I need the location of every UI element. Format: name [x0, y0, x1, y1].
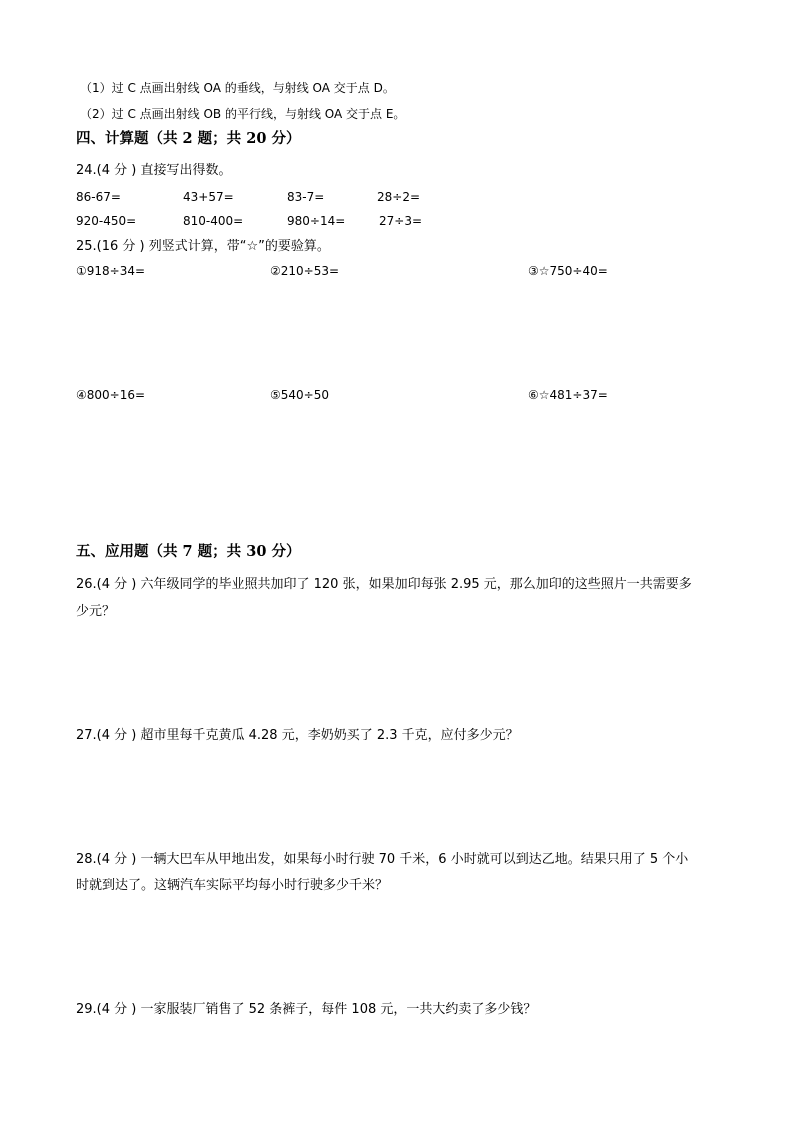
q24-item: 86-67= [76, 190, 121, 204]
q25-item: ①918÷34= [76, 264, 146, 278]
q24-item: 810-400= [183, 214, 244, 228]
q25-item: ③☆750÷40= [528, 264, 608, 278]
question-28-line-1: 28.(4 分 ) 一辆大巴车从甲地出发，如果每小时行驶 70 千米，6 小时就可以到达乙地。结果只用了 5 个小 [76, 852, 689, 867]
q24-item: 920-450= [76, 214, 137, 228]
question-27: 27.(4 分 ) 超市里每千克黄瓜 4.28 元，李奶奶买了 2.3 千克，应付多少元？ [76, 728, 519, 743]
question-26-line-2: 少元？ [76, 604, 116, 619]
q25-item: ⑤540÷50 [270, 388, 329, 402]
question-29: 29.(4 分 ) 一家服装厂销售了 52 条裤子，每件 108 元，一共大约卖了多少钱？ [76, 1002, 537, 1017]
q25-item: ④800÷16= [76, 388, 146, 402]
q24-item: 43+57= [183, 190, 234, 204]
q24-item: 27÷3= [379, 214, 423, 228]
question-26-line-1: 26.(4 分 ) 六年级同学的毕业照共加印了 120 张，如果加印每张 2.95 元，那么加印的这些照片一共需要多 [76, 577, 692, 592]
question-24-stem: 24.(4 分 ) 直接写出得数。 [76, 163, 232, 178]
q24-item: 28÷2= [377, 190, 421, 204]
instruction-line-1: （1）过 C 点画出射线 OA 的垂线，与射线 OA 交于点 D。 [80, 81, 395, 95]
section-5-title: 五、应用题（共 7 题；共 30 分） [76, 543, 301, 560]
q25-item: ⑥☆481÷37= [528, 388, 608, 402]
instruction-line-2: （2）过 C 点画出射线 OB 的平行线，与射线 OA 交于点 E。 [80, 107, 406, 121]
q24-item: 83-7= [287, 190, 325, 204]
question-25-stem: 25.(16 分 ) 列竖式计算，带“☆”的要验算。 [76, 239, 330, 254]
q24-item: 980÷14= [287, 214, 346, 228]
question-28-line-2: 时就到达了。这辆汽车实际平均每小时行驶多少千米？ [76, 878, 389, 893]
section-4-title: 四、计算题（共 2 题；共 20 分） [76, 130, 301, 147]
q25-item: ②210÷53= [270, 264, 340, 278]
